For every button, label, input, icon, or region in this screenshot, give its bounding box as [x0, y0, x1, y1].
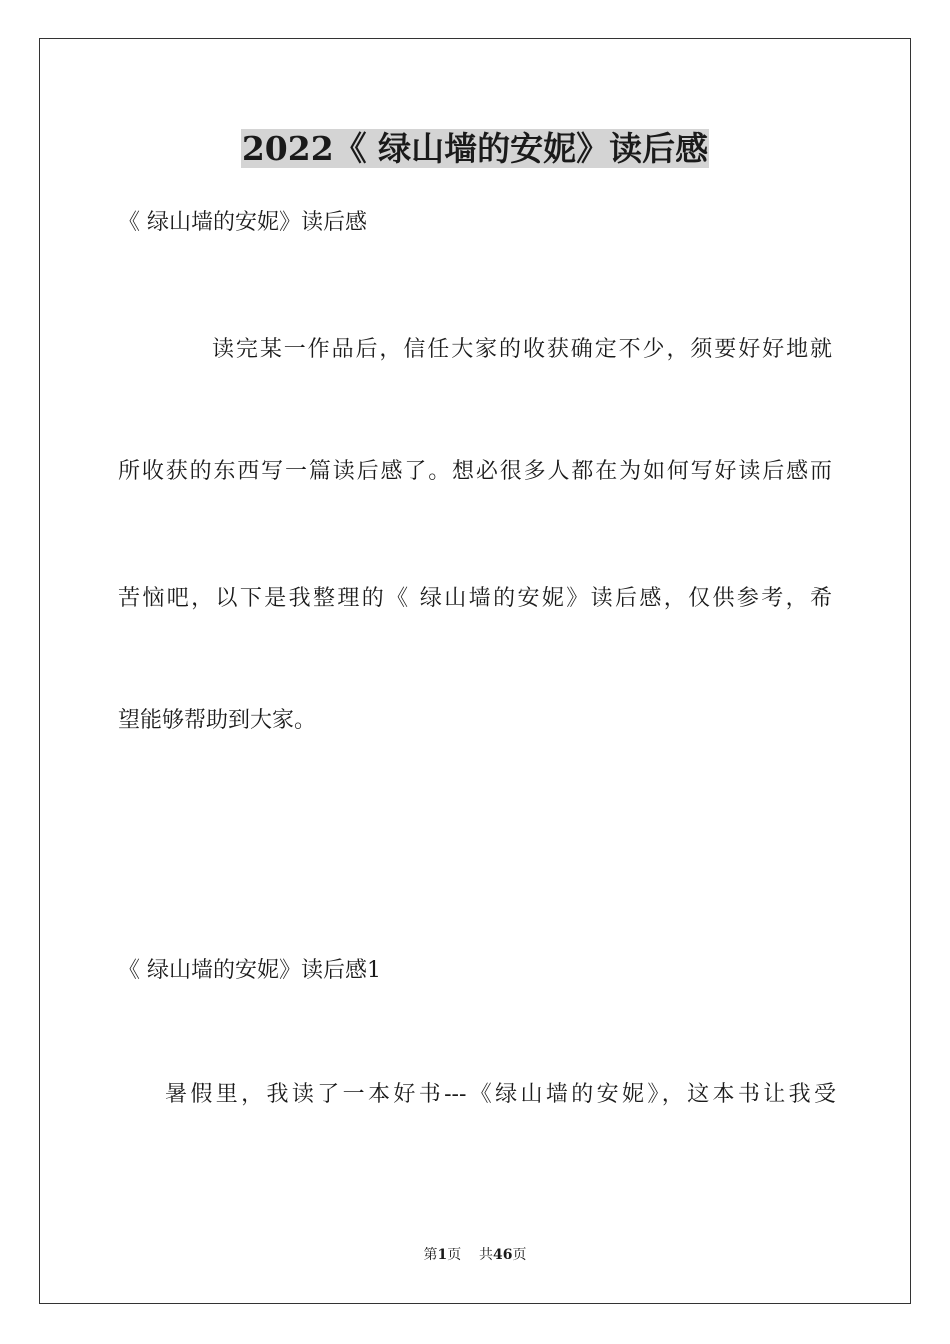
intro-line-3: 苦恼吧，以下是我整理的《 绿山墙的安妮》读后感，仅供参考，希	[118, 586, 832, 611]
page-footer	[0, 1245, 950, 1265]
section-line-1: 暑假里，我读了一本好书---《绿山墙的安妮》，这本书让我受	[165, 1082, 836, 1107]
document-title	[0, 127, 950, 171]
intro-line-4: 望能够帮助到大家。	[118, 708, 317, 733]
intro-line-1: 读完某一作品后，信任大家的收获确定不少，须要好好地就	[212, 337, 832, 362]
total-prefix: 共	[479, 1247, 494, 1263]
page-suffix: 页	[447, 1247, 462, 1263]
total-suffix: 页	[512, 1247, 527, 1263]
document-title-text: 2022《 绿山墙的安妮》读后感	[241, 129, 709, 168]
intro-line-2: 所收获的东西写一篇读后感了。想必很多人都在为如何写好读后感而	[118, 459, 832, 484]
section-heading: 《 绿山墙的安妮》读后感1	[118, 958, 381, 983]
document-subtitle: 《 绿山墙的安妮》读后感	[118, 210, 367, 235]
total-pages: 46	[493, 1247, 513, 1263]
page-number: 1	[437, 1247, 448, 1263]
page-prefix: 第	[423, 1247, 438, 1263]
